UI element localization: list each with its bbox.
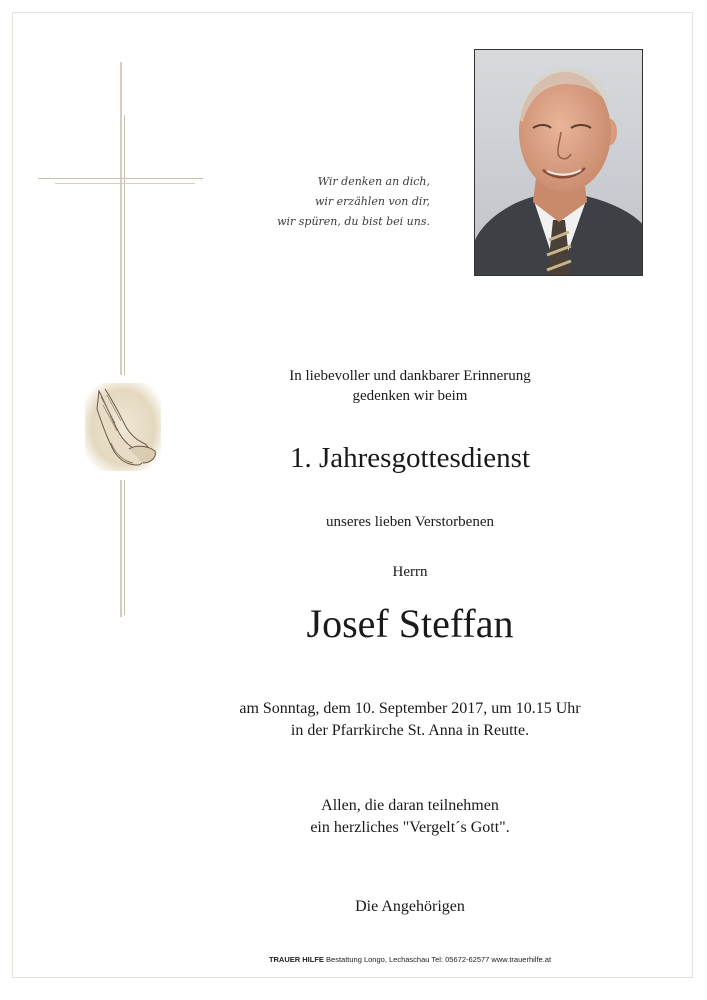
closing-line-1: Allen, die daran teilnehmen xyxy=(321,797,499,814)
footer xyxy=(150,955,670,964)
cross-horizontal-line xyxy=(38,178,203,179)
cross-horizontal-line-inner xyxy=(55,183,195,184)
deceased-name: Josef Steffan xyxy=(306,601,514,646)
poem-line: wir erzählen von dir, xyxy=(314,195,430,208)
cross-vertical-line xyxy=(120,62,122,617)
details-line-1: am Sonntag, dem 10. September 2017, um 10.15 Uhr xyxy=(239,700,581,717)
closing-text xyxy=(150,795,670,839)
event-title: 1. Jahresgottesdienst xyxy=(289,442,530,474)
portrait-photo xyxy=(474,49,643,276)
footer-text: Bestattung Longo, Lechaschau Tel: 05672-62577 www.trauerhilfe.at xyxy=(323,955,552,964)
poem-line: wir spüren, du bist bei uns. xyxy=(277,215,430,228)
closing-line-2: ein herzliches "Vergelt´s Gott". xyxy=(310,819,510,836)
poem xyxy=(230,172,430,232)
intro-text xyxy=(150,366,670,406)
poem-line: Wir denken an dich, xyxy=(317,175,430,188)
service-details xyxy=(150,698,670,742)
footer-brand: TRAUER HILFE xyxy=(268,955,324,964)
details-line-2: in der Pfarrkirche St. Anna in Reutte. xyxy=(290,722,530,739)
intro-line-1: In liebevoller und dankbarer Erinnerung xyxy=(289,368,531,384)
subtitle: unseres lieben Verstorbenen xyxy=(325,514,494,530)
intro-line-2: gedenken wir beim xyxy=(352,388,468,404)
signoff: Die Angehörigen xyxy=(355,898,465,915)
cross-vertical-line-inner xyxy=(124,115,125,615)
salutation: Herrn xyxy=(392,564,428,580)
